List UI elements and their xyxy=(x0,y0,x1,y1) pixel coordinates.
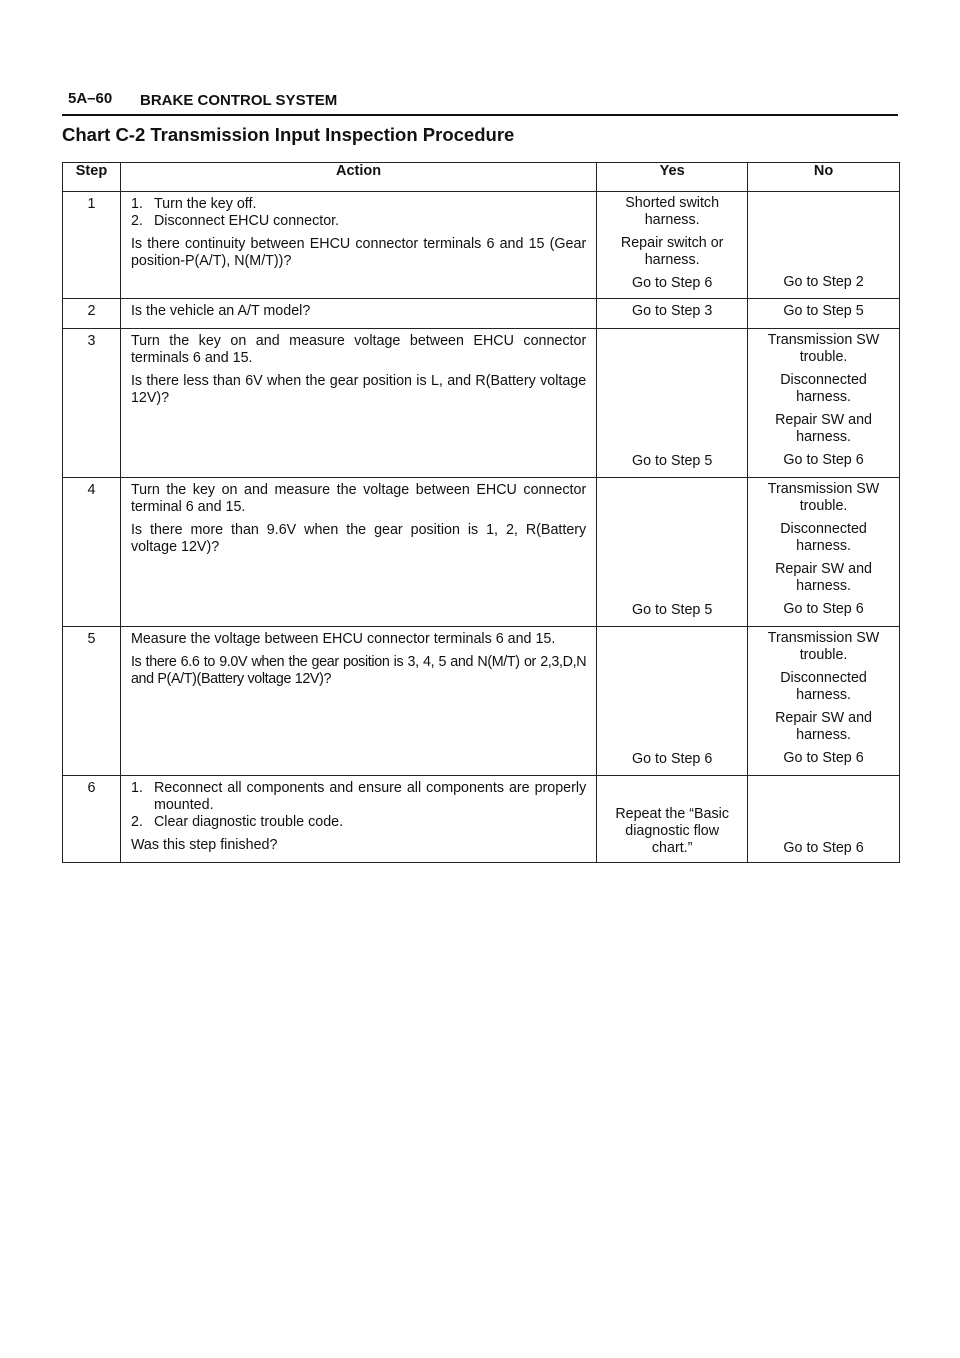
no-cell xyxy=(748,627,900,776)
column-header-yes: Yes xyxy=(597,163,748,192)
no-result: Go to Step 2 xyxy=(783,274,864,290)
chart-title: Chart C-2 Transmission Input Inspection Procedure xyxy=(62,124,515,145)
no-cell xyxy=(748,478,900,627)
no-result: Disconnected harness. xyxy=(780,372,867,405)
action-question: Is there continuity between EHCU connector terminals 6 and 15 (Gear position-P(A/T), N(M/T))? xyxy=(130,236,587,269)
column-header-no: No xyxy=(748,163,900,192)
no-cell xyxy=(748,776,900,863)
table-header-row xyxy=(63,163,900,192)
procedure-table xyxy=(62,162,900,863)
no-cell xyxy=(748,299,900,329)
action-question: Is there less than 6V when the gear position is L, and R(Battery voltage 12V)? xyxy=(130,373,587,406)
action-item: 1. Turn the key off. xyxy=(130,196,257,212)
table-row xyxy=(63,299,900,329)
action-cell xyxy=(120,299,596,329)
yes-cell xyxy=(597,627,748,776)
table-row xyxy=(63,192,900,299)
no-result: Go to Step 6 xyxy=(783,601,864,617)
action-cell xyxy=(120,478,596,627)
item-number: 1. xyxy=(130,196,143,212)
yes-cell xyxy=(597,299,748,329)
yes-cell xyxy=(597,776,748,863)
action-list xyxy=(131,780,586,831)
no-result: Repair SW and harness. xyxy=(775,412,873,445)
no-result: Repair SW and harness. xyxy=(775,561,873,594)
no-result: Disconnected harness. xyxy=(780,670,867,703)
no-result: Transmission SW trouble. xyxy=(767,481,880,514)
step-number: 3 xyxy=(63,329,121,478)
no-result: Go to Step 6 xyxy=(783,750,864,766)
item-number: 2. xyxy=(130,814,143,830)
step-number: 1 xyxy=(63,192,121,299)
action-instruction: Turn the key on and measure voltage between EHCU connector terminals 6 and 15. xyxy=(130,333,587,366)
action-question: Was this step finished? xyxy=(130,837,278,853)
page-header xyxy=(62,88,898,116)
no-cell xyxy=(748,192,900,299)
action-instruction: Measure the voltage between EHCU connector terminals 6 and 15. xyxy=(130,631,556,647)
table-row xyxy=(63,329,900,478)
yes-result: Go to Step 3 xyxy=(632,303,713,319)
step-number: 6 xyxy=(63,776,121,863)
section-name: BRAKE CONTROL SYSTEM xyxy=(140,92,338,109)
no-cell xyxy=(748,329,900,478)
action-question: Is there 6.6 to 9.0V when the gear position is 3, 4, 5 and N(M/T) or 2,3,D,N and P(A/T)(Battery voltage 12V)? xyxy=(130,654,587,687)
no-result: Transmission SW trouble. xyxy=(767,630,880,663)
step-number: 4 xyxy=(63,478,121,627)
action-question: Is the vehicle an A/T model? xyxy=(130,303,311,319)
yes-result: Shorted switch harness. xyxy=(625,195,720,228)
table-row xyxy=(63,478,900,627)
action-cell xyxy=(120,329,596,478)
action-item: 1. Reconnect all components and ensure all components are properly mounted. xyxy=(130,780,587,813)
yes-result: Go to Step 6 xyxy=(632,751,713,767)
item-number: 1. xyxy=(130,780,143,796)
action-item: 2. Clear diagnostic trouble code. xyxy=(130,814,344,830)
no-result: Transmission SW trouble. xyxy=(767,332,880,365)
action-question: Is there more than 9.6V when the gear position is 1, 2, R(Battery voltage 12V)? xyxy=(130,522,587,555)
column-header-action: Action xyxy=(120,163,596,192)
item-number: 2. xyxy=(130,213,143,229)
yes-result: Repeat the “Basic diagnostic flow chart.” xyxy=(615,806,729,856)
yes-result: Repair switch or harness. xyxy=(620,235,724,268)
action-list xyxy=(131,196,586,230)
table-row xyxy=(63,776,900,863)
yes-result: Go to Step 5 xyxy=(632,602,713,618)
step-number: 2 xyxy=(63,299,121,329)
yes-cell xyxy=(597,478,748,627)
no-result: Go to Step 5 xyxy=(783,303,864,319)
yes-cell xyxy=(597,329,748,478)
page-number: 5A–60 xyxy=(68,90,113,107)
no-result: Disconnected harness. xyxy=(780,521,867,554)
column-header-step: Step xyxy=(63,163,121,192)
action-instruction: Turn the key on and measure the voltage between EHCU connector terminal 6 and 15. xyxy=(130,482,587,515)
yes-result: Go to Step 6 xyxy=(632,275,713,291)
action-cell xyxy=(120,192,596,299)
table-row xyxy=(63,627,900,776)
no-result: Go to Step 6 xyxy=(783,452,864,468)
yes-cell xyxy=(597,192,748,299)
action-cell xyxy=(120,776,596,863)
action-item: 2. Disconnect EHCU connector. xyxy=(130,213,340,229)
step-number: 5 xyxy=(63,627,121,776)
yes-result: Go to Step 5 xyxy=(632,453,713,469)
no-result: Repair SW and harness. xyxy=(775,710,873,743)
no-result: Go to Step 6 xyxy=(783,840,864,856)
action-cell xyxy=(120,627,596,776)
